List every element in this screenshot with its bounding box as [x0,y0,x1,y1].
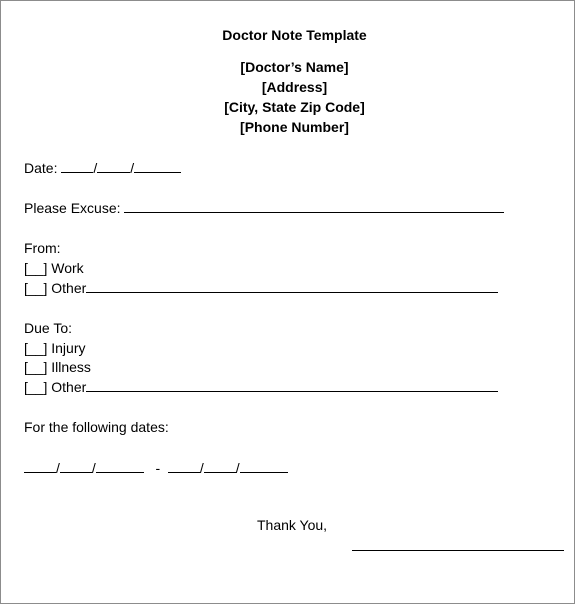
due-to-option-illness [24,358,91,376]
date-day-blank[interactable] [97,159,130,173]
option-label: Illness [51,359,91,375]
from-option-other [24,279,498,297]
start-day-blank[interactable] [60,459,92,473]
excuse-row [24,199,504,217]
end-year-blank[interactable] [240,459,288,473]
other-reason-blank[interactable] [86,279,498,293]
end-month-blank[interactable] [168,459,200,473]
checkbox[interactable]: [__] [24,340,48,356]
date-row: Date: / / [24,159,181,177]
date-month-blank[interactable] [61,159,93,173]
from-option-work [24,259,84,277]
document-title: Doctor Note Template [222,27,367,43]
start-month-blank[interactable] [24,459,56,473]
option-label: Other [51,280,87,296]
checkbox[interactable]: [__] [24,280,48,296]
checkbox[interactable]: [__] [24,260,48,276]
due-to-label: Due To: [24,320,72,336]
start-year-blank[interactable] [96,459,144,473]
doctor-name-placeholder: [Doctor’s Name] [240,59,349,75]
range-separator: - [155,460,161,476]
option-label: Work [51,260,84,276]
option-label: Injury [51,340,86,356]
date-range-row: / / - / / [24,459,288,477]
address-placeholder: [Address] [261,79,328,95]
city-state-zip-placeholder: [City, State Zip Code] [224,99,365,115]
end-day-blank[interactable] [204,459,236,473]
checkbox[interactable]: [__] [24,379,48,395]
signature-line[interactable] [352,550,564,551]
phone-number-placeholder: [Phone Number] [240,119,349,135]
checkbox[interactable]: [__] [24,359,48,375]
patient-name-blank[interactable] [124,199,504,213]
other-cause-blank[interactable] [86,378,498,392]
due-to-option-other [24,378,498,396]
closing-text: Thank You, [257,517,328,533]
option-label: Other [51,379,87,395]
excuse-label: Please Excuse: [24,200,121,216]
date-label: Date: [24,160,58,176]
dates-label: For the following dates: [24,419,169,435]
from-label: From: [24,240,61,256]
due-to-option-injury [24,339,85,357]
date-year-blank[interactable] [134,159,181,173]
